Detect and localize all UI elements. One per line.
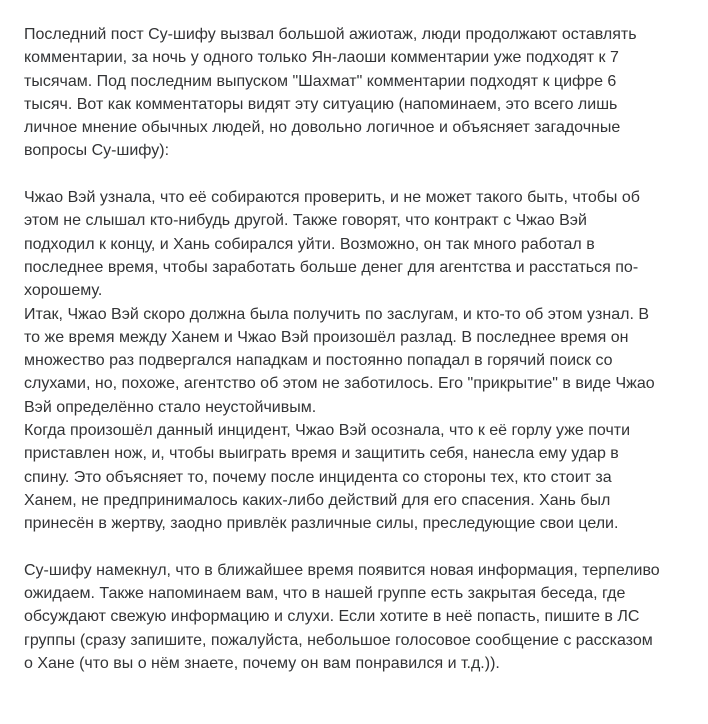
text-line: Ханем, не предпринималось каких-либо действий для его спасения. Хань был	[24, 491, 611, 509]
paragraph-incident	[24, 419, 688, 535]
paragraph-announcement	[24, 559, 688, 675]
text-line: приставлен нож, и, чтобы выиграть время и защитить себя, нанесла ему удар в	[24, 445, 619, 463]
text-line: Чжао Вэй узнала, что её собираются проверить, и не может такого быть, чтобы об	[24, 189, 640, 207]
text-line: личное мнение обычных людей, но довольно логичное и объясняет загадочные	[24, 119, 621, 137]
paragraph-gap	[24, 536, 688, 559]
text-line: о Хане (что вы о нём знаете, почему он вам понравился и т.д.)).	[24, 655, 500, 673]
text-line: подходил к концу, и Хань собирался уйти. Возможно, он так много работал в	[24, 235, 595, 253]
text-line: этом не слышал кто-нибудь другой. Также говорят, что контракт с Чжао Вэй	[24, 212, 587, 230]
paragraph-gap	[24, 163, 688, 186]
post-text	[24, 23, 688, 675]
text-line: Итак, Чжао Вэй скоро должна была получить по заслугам, и кто-то об этом узнал. В	[24, 305, 650, 323]
paragraph-theory	[24, 186, 688, 302]
text-line: тысячам. Под последним выпуском "Шахмат" комментарии подходят к цифре 6	[24, 72, 617, 90]
text-line: группы (сразу запишите, пожалуйста, небольшое голосовое сообщение с рассказом	[24, 631, 653, 649]
text-line: спину. Это объясняет то, почему после инцидента со стороны тех, кто стоит за	[24, 468, 612, 486]
paragraph-conflict	[24, 303, 688, 419]
text-line: принесён в жертву, заодно привлёк различные силы, преследующие свои цели.	[24, 515, 619, 533]
text-line: ожидаем. Также напоминаем вам, что в нашей группе есть закрытая беседа, где	[24, 585, 626, 603]
text-line: Последний пост Су-шифу вызвал большой ажиотаж, люди продолжают оставлять	[24, 26, 637, 43]
text-line: тысяч. Вот как комментаторы видят эту ситуацию (напоминаем, это всего лишь	[24, 95, 618, 113]
text-line: хорошему.	[24, 282, 103, 300]
text-line: обсуждают свежую информацию и слухи. Если хотите в неё попасть, пишите в ЛС	[24, 608, 640, 626]
text-line: Когда произошёл данный инцидент, Чжао Вэй осознала, что к её горлу уже почти	[24, 422, 631, 440]
text-line: Вэй определённо стало неустойчивым.	[24, 398, 317, 416]
text-line: последнее время, чтобы заработать больше денег для агентства и расстаться по-	[24, 258, 639, 276]
text-line: слухами, но, похоже, агентство об этом не заботилось. Его "прикрытие" в виде Чжао	[24, 375, 655, 393]
paragraph-intro	[24, 23, 688, 163]
text-line: Су-шифу намекнул, что в ближайшее время появится новая информация, терпеливо	[24, 561, 660, 579]
text-line: вопросы Су-шифу):	[24, 142, 170, 160]
text-line: комментарии, за ночь у одного только Ян-лаоши комментарии уже подходят к 7	[24, 49, 619, 67]
text-line: то же время между Ханем и Чжао Вэй произошёл разлад. В последнее время он	[24, 328, 629, 346]
text-line: множество раз подвергался нападкам и постоянно попадал в горячий поиск со	[24, 352, 613, 370]
